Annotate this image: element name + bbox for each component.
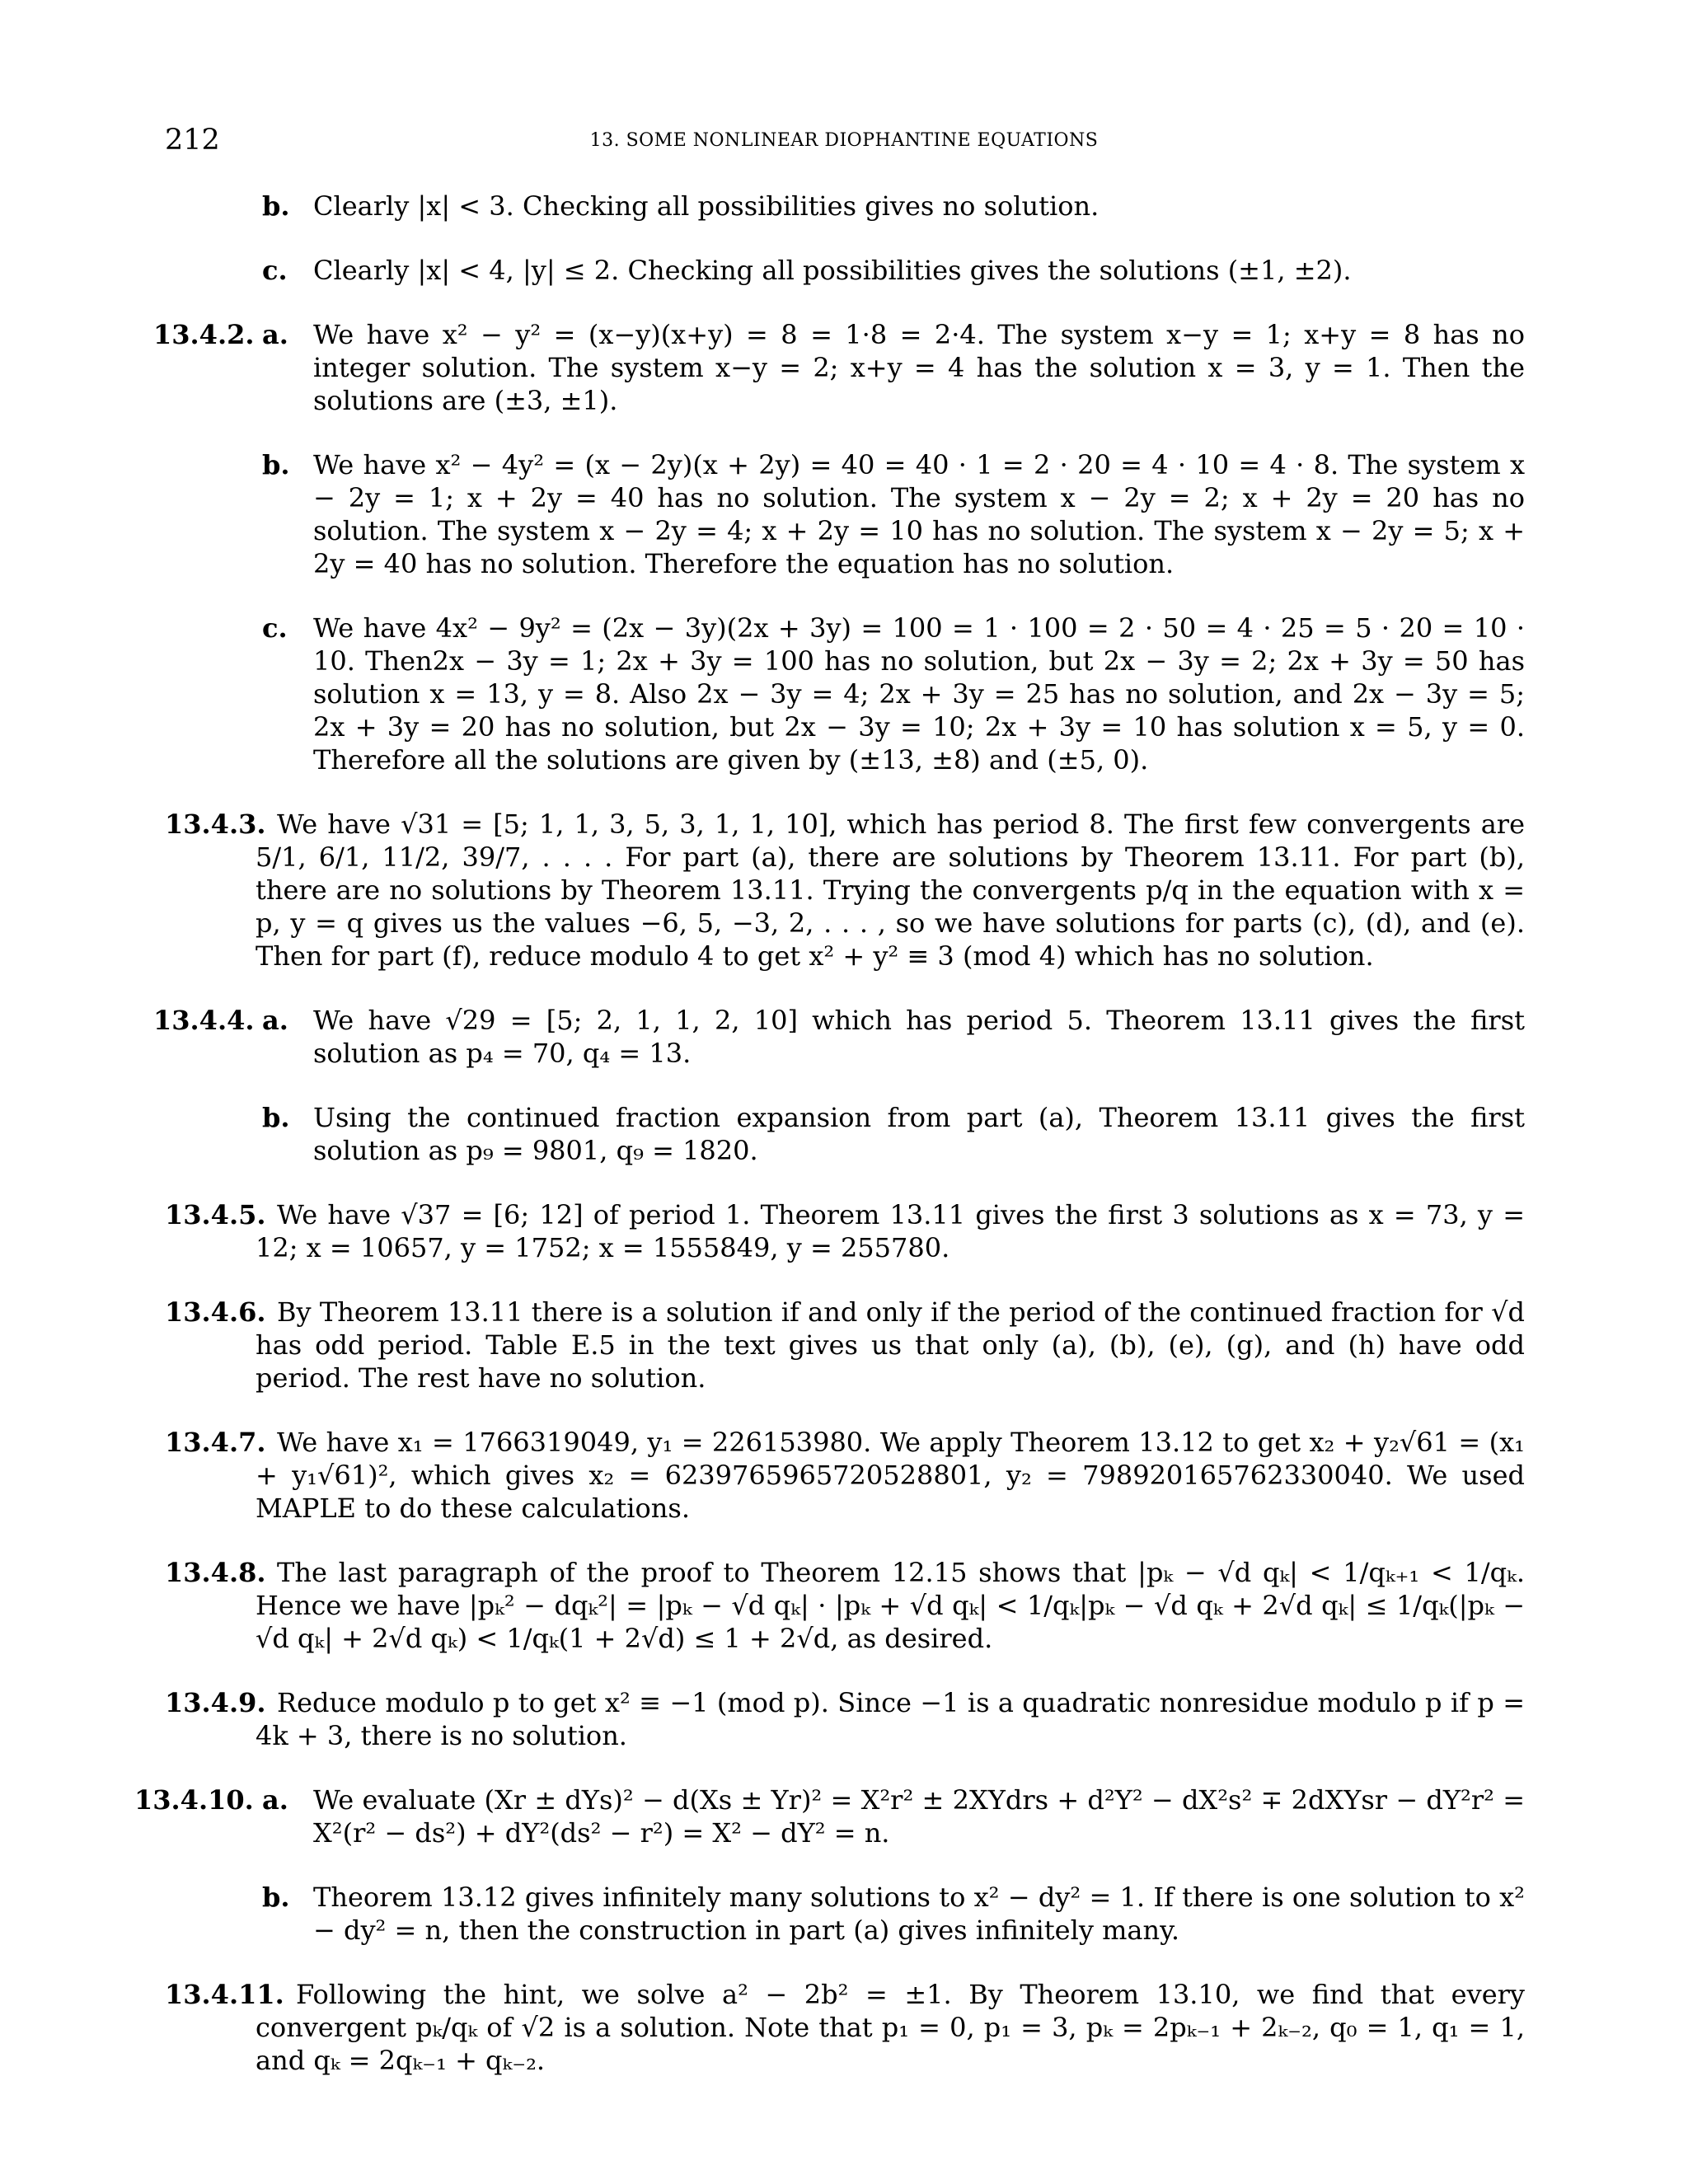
solution-entry [165,1978,1525,2077]
solution-entry [165,1198,1525,1264]
exercise-number: 13.4.10. [134,1784,254,1816]
solution-text: We have x² − y² = (x−y)(x+y) = 8 = 1·8 = 2·4. The system x−y = 1; x+y = 8 has no integer solution. The system x−y = 2; x+y = 4 has the solution x = 3, y = 1. Then the solutions are (±3, ±1). [313,319,1525,416]
part-label: b. [262,190,290,222]
solution-entry [165,1556,1525,1655]
solutions-body [134,190,1525,2108]
solution-text: The last paragraph of the proof to Theorem 12.15 shows that |pₖ − √d qₖ| < 1/qₖ₊₁ < 1/qₖ. Hence we have |pₖ² − dqₖ²| = |pₖ − √d qₖ| · |pₖ + √d qₖ| < 1/qₖ|pₖ − √d qₖ + 2√d qₖ| ≤ 1/qₖ(|pₖ − √d qₖ| + 2√d qₖ) < 1/qₖ(1 + 2√d) ≤ 1 + 2√d, as desired. [256,1557,1525,1654]
exercise-number: 13.4.9. [165,1687,266,1718]
solution-part [165,1101,1525,1167]
part-label: b. [262,449,290,480]
exercise-number: 13.4.2. [153,319,255,350]
solution-entry [165,1296,1525,1394]
solution-text: Reduce modulo p to get x² ≡ −1 (mod p). Since −1 is a quadratic nonresidue modulo p if p = 4k + 3, there is no solution. [256,1687,1525,1751]
solution-entry [153,1004,1525,1070]
part-label: b. [262,1882,290,1913]
solution-text: We have x² − 4y² = (x − 2y)(x + 2y) = 40 = 40 · 1 = 2 · 20 = 4 · 10 = 4 · 8. The system x − 2y = 1; x + 2y = 40 has no solution. The system x − 2y = 2; x + 2y = 20 has no solution. The system x − 2y = 4; x + 2y = 10 has no solution. The system x − 2y = 5; x + 2y = 40 has no solution. Therefore the equation has no solution. [313,449,1525,579]
solution-part [165,190,1525,223]
solution-text: We have √31 = [5; 1, 1, 3, 5, 3, 1, 1, 10], which has period 8. The first few convergents are 5/1, 6/1, 11/2, 39/7, . . . . For part (a), there are solutions by Theorem 13.11. For part (b), there are no solutions by Theorem 13.11. Trying the convergents p/q in the equation with x = p, y = q gives us the values −6, 5, −3, 2, . . . , so we have solutions for parts (c), (d), and (e). Then for part (f), reduce modulo 4 to get x² + y² ≡ 3 (mod 4) which has no solution. [256,808,1525,972]
exercise-number: 13.4.11. [165,1979,284,2010]
part-label: a. [262,1005,288,1036]
part-label: c. [262,255,288,286]
solution-text: Theorem 13.12 gives infinitely many solutions to x² − dy² = 1. If there is one solution to x² − dy² = n, then the construction in part (a) gives infinitely many. [313,1882,1525,1946]
part-label: a. [262,1784,288,1816]
solution-part [165,1881,1525,1947]
solution-entry [134,1783,1525,1849]
solution-text: We have 4x² − 9y² = (2x − 3y)(2x + 3y) = 100 = 1 · 100 = 2 · 50 = 4 · 25 = 5 · 20 = 10 · 10. Then2x − 3y = 1; 2x + 3y = 100 has no solution, but 2x − 3y = 2; 2x + 3y = 50 has solution x = 13, y = 8. Also 2x − 3y = 4; 2x + 3y = 25 has no solution, and 2x − 3y = 5; 2x + 3y = 20 has no solution, but 2x − 3y = 10; 2x + 3y = 10 has solution x = 5, y = 0. Therefore all the solutions are given by (±13, ±8) and (±5, 0). [313,612,1525,776]
solution-text: We have x₁ = 1766319049, y₁ = 226153980. We apply Theorem 13.12 to get x₂ + y₂√61 = (x₁ + y₁√61)², which gives x₂ = 6239765965720528801, y₂ = 798920165762330040. We used MAPLE to do these calculations. [256,1427,1525,1524]
solution-text: Using the continued fraction expansion from part (a), Theorem 13.11 gives the first solution as p₉ = 9801, q₉ = 1820. [313,1102,1525,1166]
solution-entry [165,1426,1525,1525]
exercise-number: 13.4.6. [165,1296,266,1328]
solution-entry [165,808,1525,972]
part-label: a. [262,319,288,350]
running-head: 13. SOME NONLINEAR DIOPHANTINE EQUATIONS [589,130,1099,151]
exercise-number: 13.4.8. [165,1557,266,1588]
exercise-number: 13.4.5. [165,1199,266,1230]
solution-part [165,612,1525,776]
solution-entry [153,318,1525,417]
exercise-number: 13.4.4. [153,1005,255,1036]
solution-text: We have √37 = [6; 12] of period 1. Theorem 13.11 gives the first 3 solutions as x = 73, y = 12; x = 10657, y = 1752; x = 1555849, y = 255780. [256,1199,1525,1263]
solution-text: We evaluate (Xr ± dYs)² − d(Xs ± Yr)² = X²r² ± 2XYdrs + d²Y² − dX²s² ∓ 2dXYsr − dY²r² = X²(r² − ds²) + dY²(ds² − r²) = X² − dY² = n. [313,1784,1525,1849]
part-label: b. [262,1102,290,1133]
solution-text: We have √29 = [5; 2, 1, 1, 2, 10] which has period 5. Theorem 13.11 gives the first solution as p₄ = 70, q₄ = 13. [313,1005,1525,1069]
solution-text: By Theorem 13.11 there is a solution if and only if the period of the continued fraction for √d has odd period. Table E.5 in the text gives us that only (a), (b), (e), (g), and (h) have odd period. The rest have no solution. [256,1296,1525,1394]
page-number: 212 [165,124,220,157]
solution-part [165,254,1525,287]
solution-text: Clearly |x| < 3. Checking all possibilities gives no solution. [313,190,1100,222]
solution-entry [165,1686,1525,1752]
solution-text: Following the hint, we solve a² − 2b² = ±1. By Theorem 13.10, we find that every convergent pₖ/qₖ of √2 is a solution. Note that p₁ = 0, p₁ = 3, pₖ = 2pₖ₋₁ + 2ₖ₋₂, q₀ = 1, q₁ = 1, and qₖ = 2qₖ₋₁ + qₖ₋₂. [256,1979,1525,2076]
exercise-number: 13.4.7. [165,1427,266,1458]
solution-part [165,448,1525,580]
part-label: c. [262,612,288,644]
exercise-number: 13.4.3. [165,808,266,840]
solution-text: Clearly |x| < 4, |y| ≤ 2. Checking all possibilities gives the solutions (±1, ±2). [313,255,1352,286]
